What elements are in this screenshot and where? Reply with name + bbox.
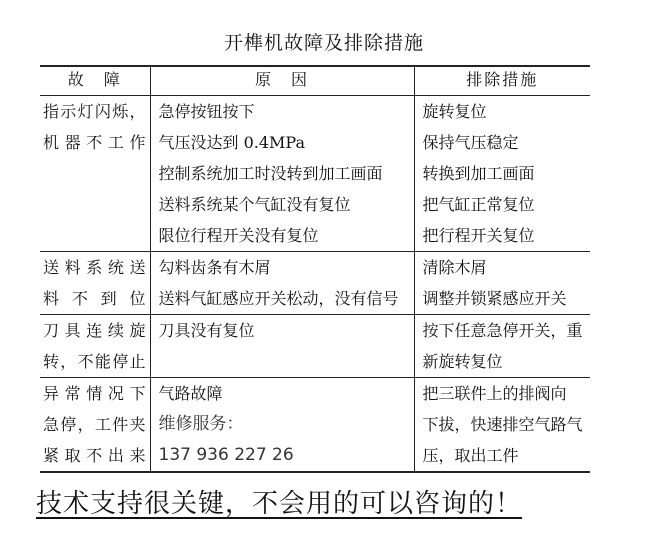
cause-line: 限位行程开关没有复位: [158, 226, 319, 245]
cause-line: 气路故障: [158, 384, 223, 403]
cause-line: 控制系统加工时没转到加工画面: [158, 164, 383, 183]
table-row: [40, 378, 590, 473]
header-symptom: 故 障: [40, 66, 150, 96]
cause-line: 急停按钮按下: [158, 102, 255, 121]
fix-cell: [414, 378, 590, 473]
cause-line: 送料系统某个气缸没有复位: [158, 195, 351, 214]
symptom-line: 机器不工作: [43, 133, 147, 152]
cause-line: 送料气缸感应开关松动，没有信号: [158, 289, 399, 308]
service-contact: [154, 409, 411, 471]
symptom-cell: [40, 252, 150, 315]
cause-line: 刀具没有复位: [158, 321, 255, 340]
support-footer-text: 技术支持很关键，不会用的可以咨询的！: [36, 489, 523, 519]
cause-line: 气压没达到 0.4MPa: [158, 133, 306, 152]
cause-cell: [150, 315, 414, 378]
fix-line: 把气缸正常复位: [422, 195, 535, 214]
fix-line: 下拔，快速排空气路气: [422, 415, 583, 434]
symptom-line: 紧取不出来: [43, 446, 147, 465]
troubleshooting-table: [40, 65, 590, 473]
symptom-line: 送料系统送: [43, 258, 147, 277]
fix-line: 按下任意急停开关，重: [422, 321, 583, 340]
symptom-line: 料不到位: [43, 289, 147, 308]
fix-line: 调整并锁紧感应开关: [422, 289, 567, 308]
table-header-row: [40, 66, 590, 96]
fix-cell: [414, 315, 590, 378]
fix-line: 转换到加工画面: [422, 164, 535, 183]
fix-line: 压，取出工件: [422, 446, 519, 465]
header-fix: 排除措施: [414, 66, 590, 96]
fix-line: 新旋转复位: [422, 352, 503, 371]
symptom-cell: [40, 378, 150, 473]
symptom-cell: [40, 315, 150, 378]
table-row: [40, 96, 590, 252]
fix-line: 旋转复位: [422, 102, 487, 121]
cause-cell: [150, 96, 414, 252]
cause-cell: [150, 252, 414, 315]
symptom-line: 刀具连续旋: [43, 321, 147, 340]
service-label: 维修服务：: [158, 414, 244, 434]
symptom-line: 指示灯闪烁，: [43, 102, 147, 121]
table-row: [40, 252, 590, 315]
table-row: [40, 315, 590, 378]
troubleshooting-table-wrap: [40, 65, 590, 473]
cause-cell: [150, 378, 414, 473]
fix-line: 把行程开关复位: [422, 226, 535, 245]
symptom-line: 转，不能停止: [43, 352, 147, 371]
fix-line: 保持气压稳定: [422, 133, 519, 152]
symptom-line: 异常情况下: [43, 384, 147, 403]
symptom-cell: [40, 96, 150, 252]
cause-line: 勾料齿条有木屑: [158, 258, 271, 277]
fix-line: 清除木屑: [422, 258, 487, 277]
document-title: 开榫机故障及排除措施: [223, 32, 424, 54]
fix-cell: [414, 252, 590, 315]
fix-cell: [414, 96, 590, 252]
symptom-line: 急停，工件夹: [43, 415, 147, 434]
fix-line: 把三联件上的排阀向: [422, 384, 567, 403]
service-phone: 137 936 227 26: [158, 445, 294, 465]
header-cause: 原 因: [150, 66, 414, 96]
